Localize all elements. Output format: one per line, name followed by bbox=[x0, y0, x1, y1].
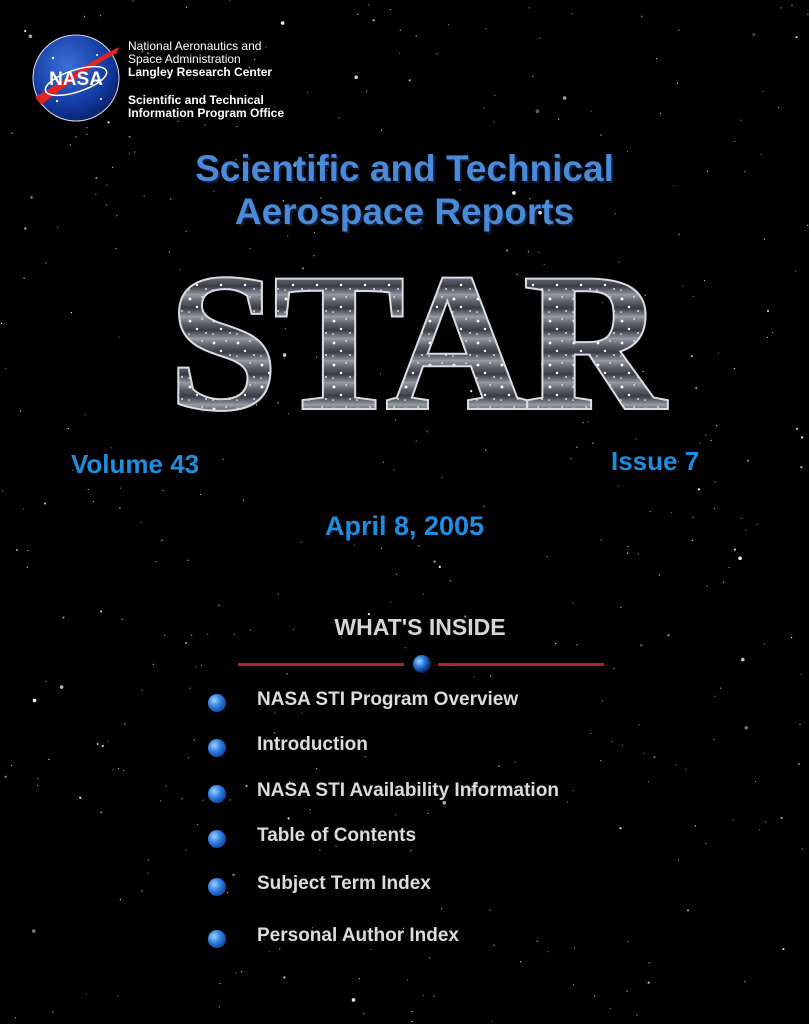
star-dot bbox=[88, 489, 89, 490]
star-dot bbox=[27, 550, 28, 551]
star-dot bbox=[807, 14, 808, 15]
star-dot bbox=[747, 460, 749, 462]
star-dot bbox=[639, 724, 640, 725]
star-dot bbox=[707, 586, 708, 587]
star-dot bbox=[197, 824, 198, 825]
star-dot bbox=[281, 21, 285, 25]
star-dot bbox=[390, 602, 391, 603]
star-dot bbox=[558, 119, 559, 120]
star-wordmark bbox=[90, 250, 740, 430]
star-dot bbox=[627, 553, 628, 554]
star-dot bbox=[416, 440, 417, 441]
star-dot bbox=[529, 7, 530, 8]
star-dot bbox=[781, 7, 782, 8]
contents-item[interactable] bbox=[206, 825, 626, 855]
star-dot bbox=[767, 337, 768, 338]
star-dot bbox=[710, 440, 711, 441]
star-dot bbox=[577, 644, 578, 645]
star-dot bbox=[740, 120, 741, 121]
star-dot bbox=[395, 814, 396, 815]
publication-title-line-1: Scientific and Technical bbox=[195, 148, 614, 189]
star-dot bbox=[572, 13, 573, 14]
star-dot bbox=[723, 582, 724, 583]
star-dot bbox=[307, 92, 308, 93]
star-dot bbox=[801, 436, 803, 438]
blue-bullet-icon bbox=[208, 878, 226, 896]
star-dot bbox=[755, 781, 756, 782]
star-dot bbox=[798, 763, 800, 765]
star-dot bbox=[489, 910, 490, 911]
star-dot bbox=[484, 506, 485, 507]
star-dot bbox=[795, 36, 797, 38]
star-dot bbox=[249, 248, 250, 249]
nasa-logo bbox=[31, 33, 121, 123]
star-dot bbox=[219, 1006, 220, 1007]
star-dot bbox=[229, 0, 230, 1]
star-dot bbox=[536, 110, 540, 114]
star-dot bbox=[45, 262, 46, 263]
star-dot bbox=[204, 124, 205, 125]
star-dot bbox=[20, 410, 21, 411]
star-dot bbox=[532, 76, 533, 77]
star-dot bbox=[714, 696, 715, 697]
star-dot bbox=[373, 19, 375, 21]
star-dot bbox=[764, 239, 765, 240]
star-dot bbox=[129, 136, 131, 138]
star-dot bbox=[283, 976, 285, 978]
star-dot bbox=[745, 726, 749, 730]
star-dot bbox=[196, 666, 197, 667]
star-dot bbox=[243, 500, 244, 501]
star-dot bbox=[627, 546, 628, 547]
star-dot bbox=[494, 121, 495, 122]
star-dot bbox=[695, 825, 696, 826]
star-dot bbox=[772, 332, 773, 333]
star-dot bbox=[715, 481, 716, 482]
star-dot bbox=[753, 33, 755, 35]
star-dot bbox=[572, 602, 573, 603]
section-divider bbox=[238, 652, 604, 676]
star-dot bbox=[354, 545, 355, 546]
star-dot bbox=[678, 30, 679, 31]
star-dot bbox=[390, 9, 391, 10]
star-dot bbox=[780, 817, 782, 819]
star-dot bbox=[734, 141, 735, 142]
star-dot bbox=[483, 108, 484, 109]
issue-label: Issue 7 bbox=[611, 446, 700, 476]
star-dot bbox=[102, 745, 104, 747]
star-dot bbox=[641, 16, 642, 17]
star-dot bbox=[765, 821, 766, 822]
star-dot bbox=[613, 668, 614, 669]
star-dot bbox=[363, 1013, 364, 1014]
issue-date: April 8, 2005 bbox=[324, 511, 485, 541]
star-dot bbox=[801, 674, 802, 675]
star-dot bbox=[222, 459, 223, 460]
blue-bullet-icon bbox=[208, 694, 226, 712]
star-dot bbox=[400, 30, 401, 31]
star-dot bbox=[485, 450, 486, 451]
star-dot bbox=[185, 642, 187, 644]
star-dot bbox=[79, 797, 81, 799]
star-dot bbox=[418, 545, 419, 546]
star-dot bbox=[119, 507, 120, 508]
star-dot bbox=[441, 908, 442, 909]
star-dot bbox=[394, 469, 395, 470]
publication-title-line-2: Aerospace Reports bbox=[234, 191, 575, 232]
star-dot bbox=[133, 0, 134, 1]
star-dot bbox=[700, 442, 701, 443]
star-dot bbox=[782, 948, 784, 950]
star-dot bbox=[610, 1008, 611, 1009]
star-dot bbox=[93, 501, 94, 502]
star-dot bbox=[147, 873, 148, 874]
star-dot bbox=[738, 556, 742, 560]
star-dot bbox=[592, 443, 593, 444]
star-dot bbox=[734, 549, 736, 551]
contents-item-label: Subject Term Index bbox=[257, 873, 431, 894]
star-dot bbox=[800, 466, 802, 468]
star-dot bbox=[11, 765, 12, 766]
star-dot bbox=[659, 574, 660, 575]
star-dot bbox=[352, 998, 356, 1002]
star-dot bbox=[601, 134, 602, 135]
star-dot bbox=[84, 16, 85, 17]
star-dot bbox=[762, 91, 763, 92]
star-dot bbox=[60, 685, 64, 689]
star-dot bbox=[626, 991, 627, 992]
blue-bullet-icon bbox=[208, 785, 226, 803]
star-dot bbox=[594, 995, 595, 996]
org-line-1: National Aeronautics and bbox=[128, 39, 262, 53]
star-dot bbox=[653, 756, 655, 758]
star-dot bbox=[791, 5, 792, 6]
office-block bbox=[128, 94, 284, 120]
star-acronym: STAR bbox=[168, 250, 662, 430]
star-dot bbox=[640, 644, 642, 646]
star-dot bbox=[714, 508, 715, 509]
star-dot bbox=[24, 278, 25, 279]
star-dot bbox=[687, 909, 689, 911]
star-dot bbox=[767, 310, 769, 312]
star-dot bbox=[741, 658, 745, 662]
star-dot bbox=[720, 688, 721, 689]
star-dot bbox=[108, 741, 109, 742]
org-line-3: Langley Research Center bbox=[128, 65, 273, 79]
star-dot bbox=[278, 593, 279, 594]
star-dot bbox=[236, 972, 237, 973]
star-dot bbox=[799, 724, 800, 725]
star-dot bbox=[118, 768, 119, 769]
star-dot bbox=[383, 462, 384, 463]
blue-bullet-icon bbox=[208, 930, 226, 948]
star-dot bbox=[112, 769, 113, 770]
contents-item-label: NASA STI Program Overview bbox=[257, 689, 519, 710]
star-dot bbox=[200, 494, 201, 495]
star-dot bbox=[498, 766, 499, 767]
star-dot bbox=[427, 431, 428, 432]
star-dot bbox=[407, 979, 408, 980]
star-dot bbox=[86, 127, 87, 128]
star-dot bbox=[287, 235, 288, 236]
star-dot bbox=[795, 270, 796, 271]
star-dot bbox=[48, 759, 49, 760]
star-dot bbox=[411, 1021, 412, 1022]
star-dot bbox=[396, 574, 397, 575]
star-dot bbox=[778, 107, 779, 108]
star-dot bbox=[660, 113, 661, 114]
star-dot bbox=[678, 234, 679, 235]
star-dot bbox=[338, 117, 339, 118]
star-dot bbox=[120, 899, 121, 900]
star-dot bbox=[492, 1021, 493, 1022]
blue-bullet-icon bbox=[208, 739, 226, 757]
star-dot bbox=[636, 1015, 637, 1016]
star-dot bbox=[368, 4, 369, 5]
star-dot bbox=[141, 890, 142, 891]
star-dot bbox=[539, 38, 540, 39]
star-dot bbox=[427, 813, 428, 814]
star-dot bbox=[635, 439, 636, 440]
star-dot bbox=[1, 323, 2, 324]
contents-item-label: Table of Contents bbox=[257, 825, 417, 846]
star-dot bbox=[45, 681, 46, 682]
star-dot bbox=[620, 607, 621, 608]
star-dot bbox=[100, 15, 101, 16]
star-dot bbox=[494, 95, 495, 96]
volume-label: Volume 43 bbox=[71, 449, 200, 479]
contents-item-label: Introduction bbox=[257, 734, 368, 755]
star-dot bbox=[310, 813, 311, 814]
star-dot bbox=[590, 111, 591, 112]
star-dot bbox=[354, 76, 358, 80]
star-dot bbox=[563, 96, 567, 100]
star-dot bbox=[357, 14, 358, 15]
star-dot bbox=[381, 548, 382, 549]
star-dot bbox=[27, 567, 28, 568]
star-dot bbox=[433, 996, 434, 997]
star-dot bbox=[203, 800, 204, 801]
star-dot bbox=[576, 447, 577, 448]
contents-item[interactable] bbox=[206, 780, 626, 810]
whats-inside-heading: WHAT'S INSIDE bbox=[334, 614, 506, 640]
contents-item-label: NASA STI Availability Information bbox=[257, 780, 559, 801]
contents-item[interactable] bbox=[206, 873, 626, 903]
star-dot bbox=[185, 850, 186, 851]
star-dot bbox=[705, 434, 706, 435]
star-dot bbox=[70, 144, 71, 145]
star-dot bbox=[86, 134, 87, 135]
star-dot bbox=[422, 594, 423, 595]
org-line-2: Space Administration bbox=[128, 52, 241, 66]
star-dot bbox=[117, 995, 118, 996]
office-line-2: Information Program Office bbox=[128, 106, 285, 120]
star-dot bbox=[571, 458, 572, 459]
star-dot bbox=[120, 488, 121, 489]
star-dot bbox=[744, 981, 745, 982]
star-dot bbox=[5, 776, 7, 778]
star-dot bbox=[802, 848, 803, 849]
contents-item-label: Personal Author Index bbox=[257, 925, 459, 946]
star-dot bbox=[37, 785, 38, 786]
star-dot bbox=[24, 30, 26, 32]
star-dot bbox=[16, 549, 18, 551]
star-dot bbox=[123, 770, 124, 771]
star-dot bbox=[423, 995, 424, 996]
star-dot bbox=[15, 1017, 16, 1018]
star-dot bbox=[656, 58, 657, 59]
star-dot bbox=[764, 644, 765, 645]
star-dot bbox=[188, 560, 189, 561]
star-dot bbox=[166, 786, 167, 787]
star-dot bbox=[163, 490, 164, 491]
star-dot bbox=[705, 843, 706, 844]
star-dot bbox=[194, 739, 195, 740]
nasa-logo-text: NASA bbox=[49, 69, 103, 90]
office-line-1: Scientific and Technical bbox=[128, 93, 264, 107]
star-dot bbox=[5, 368, 6, 369]
contents-item[interactable] bbox=[206, 734, 626, 764]
star-dot bbox=[555, 643, 556, 644]
star-dot bbox=[547, 556, 548, 557]
star-dot bbox=[314, 232, 315, 233]
star-dot bbox=[678, 859, 679, 860]
star-dot bbox=[288, 817, 290, 819]
star-dot bbox=[316, 768, 317, 769]
star-dot bbox=[71, 312, 72, 313]
star-dot bbox=[450, 580, 451, 581]
star-dot bbox=[628, 941, 629, 942]
star-dot bbox=[638, 553, 639, 554]
star-dot bbox=[219, 983, 220, 984]
star-dot bbox=[155, 561, 156, 562]
star-dot bbox=[399, 53, 400, 54]
star-dot bbox=[11, 133, 12, 134]
star-dot bbox=[188, 757, 189, 758]
star-dot bbox=[160, 800, 161, 801]
star-dot bbox=[434, 561, 436, 563]
star-dot bbox=[359, 978, 360, 979]
star-dot bbox=[618, 486, 619, 487]
star-dot bbox=[759, 829, 760, 830]
star-dot bbox=[677, 83, 678, 84]
star-dot bbox=[148, 859, 149, 860]
star-dot bbox=[37, 778, 38, 779]
star-dot bbox=[381, 130, 382, 131]
star-dot bbox=[429, 957, 430, 958]
star-dot bbox=[97, 743, 99, 745]
star-dot bbox=[729, 567, 730, 568]
star-dot bbox=[648, 781, 649, 782]
star-dot bbox=[698, 488, 700, 490]
star-dot bbox=[448, 24, 449, 25]
star-dot bbox=[437, 53, 438, 54]
star-dot bbox=[33, 699, 37, 703]
star-dot bbox=[68, 428, 69, 429]
star-dot bbox=[141, 690, 142, 691]
star-dot bbox=[181, 798, 182, 799]
star-dot bbox=[439, 566, 441, 568]
star-dot bbox=[675, 765, 676, 766]
star-dot bbox=[236, 126, 237, 127]
star-dot bbox=[201, 665, 202, 666]
star-dot bbox=[796, 428, 798, 430]
star-dot bbox=[713, 739, 714, 740]
star-dot bbox=[153, 664, 154, 665]
star-dot bbox=[219, 605, 220, 606]
star-dot bbox=[32, 929, 36, 933]
star-dot bbox=[44, 502, 46, 504]
contents-item[interactable] bbox=[206, 689, 626, 719]
star-dot bbox=[520, 961, 521, 962]
star-dot bbox=[412, 1011, 413, 1012]
star-dot bbox=[100, 811, 102, 813]
star-dot bbox=[23, 508, 24, 509]
star-dot bbox=[75, 136, 76, 137]
star-dot bbox=[100, 610, 102, 612]
star-dot bbox=[648, 982, 650, 984]
star-dot bbox=[53, 1011, 54, 1012]
star-dot bbox=[366, 91, 367, 92]
star-dot bbox=[485, 28, 486, 29]
star-dot bbox=[409, 79, 411, 81]
contents-item[interactable] bbox=[206, 925, 626, 955]
star-dot bbox=[178, 121, 179, 122]
star-dot bbox=[190, 688, 191, 689]
organization-block bbox=[128, 40, 272, 79]
star-dot bbox=[416, 35, 417, 36]
star-dot bbox=[405, 647, 406, 648]
star-dot bbox=[124, 723, 125, 724]
star-dot bbox=[733, 819, 734, 820]
star-dot bbox=[573, 984, 574, 985]
star-dot bbox=[84, 414, 85, 415]
star-dot bbox=[442, 477, 443, 478]
star-dot bbox=[474, 676, 475, 677]
star-dot bbox=[241, 971, 242, 972]
star-dot bbox=[686, 769, 687, 770]
star-dot bbox=[186, 7, 187, 8]
blue-bullet-icon bbox=[208, 830, 226, 848]
star-dot bbox=[643, 753, 644, 754]
star-dot bbox=[2, 490, 3, 491]
star-dot bbox=[85, 993, 86, 994]
star-dot bbox=[649, 962, 650, 963]
